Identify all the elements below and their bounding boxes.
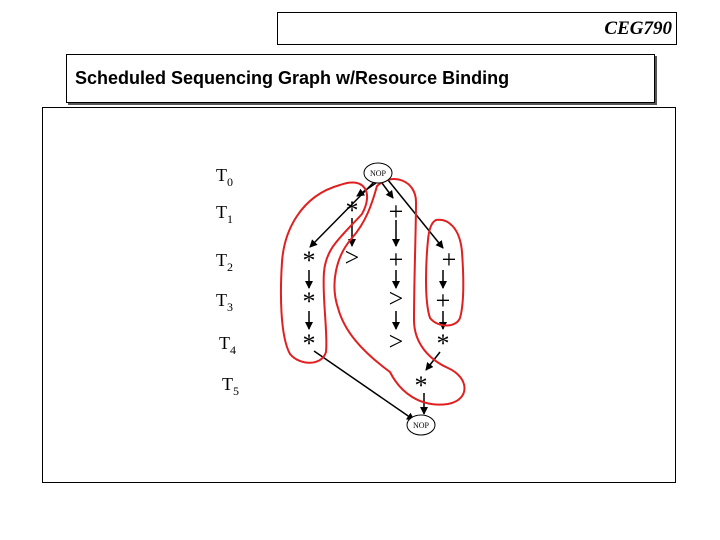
slide-title: Scheduled Sequencing Graph w/Resource Binding <box>75 68 510 88</box>
node-n2-add: + <box>388 197 404 226</box>
node-n7-multiply: * <box>302 287 316 316</box>
node-n4-compare: > <box>344 243 360 272</box>
node-n3-multiply: * <box>302 246 316 275</box>
nop-source-label: NOP <box>369 169 387 178</box>
step-label-t5: $T_5$ <box>222 374 239 398</box>
course-label: CEG790 <box>604 18 672 39</box>
node-n5-add: + <box>388 245 404 274</box>
nop-sink-label: NOP <box>412 421 430 430</box>
node-n13-multiply: * <box>414 371 428 400</box>
node-n1-multiply: * <box>345 196 359 225</box>
sink-node <box>407 415 435 435</box>
node-n9-add: + <box>435 286 451 315</box>
node-n11-compare: > <box>388 327 404 356</box>
step-label-t1: $T_1$ <box>216 202 233 226</box>
node-n10-multiply: * <box>302 329 316 358</box>
node-n12-multiply: * <box>436 329 450 358</box>
step-label-t4: $T_4$ <box>219 333 236 357</box>
source-node <box>364 163 392 183</box>
step-label-t0: $T_0$ <box>216 165 233 189</box>
step-label-t3: $T_3$ <box>216 290 233 314</box>
node-n6-add: + <box>441 245 457 274</box>
step-label-t2: $T_2$ <box>216 250 233 274</box>
node-n8-compare: > <box>388 284 404 313</box>
